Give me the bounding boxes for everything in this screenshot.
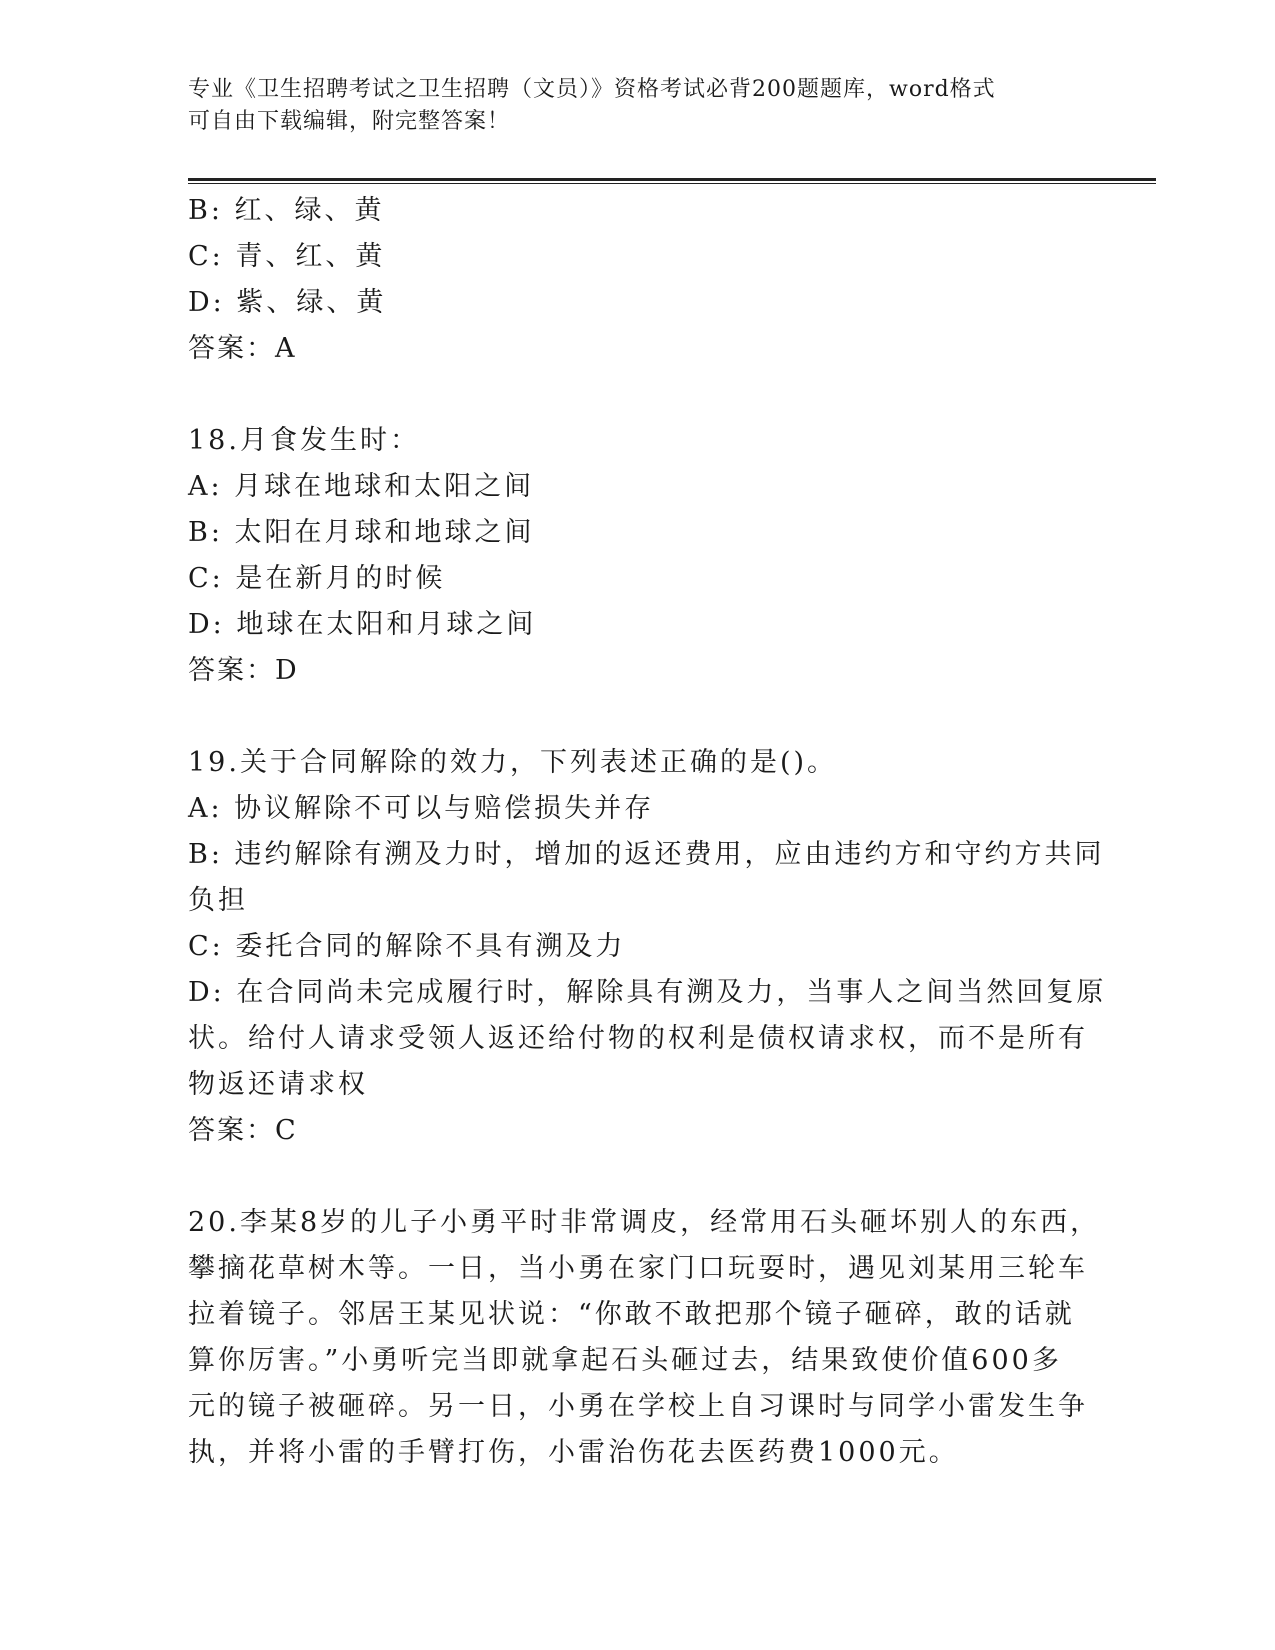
q18-option-a: A: 月球在地球和太阳之间 xyxy=(188,471,535,502)
q18-option-d: D: 地球在太阳和月球之间 xyxy=(188,609,537,640)
q19-option-c: C: 委托合同的解除不具有溯及力 xyxy=(188,931,626,962)
q17-option-c: C: 青、红、黄 xyxy=(188,241,386,272)
q19-option-b-line-2: 负担 xyxy=(188,885,248,916)
q19-answer: 答案：C xyxy=(188,1115,298,1146)
q19-option-d-line-2: 状。给付人请求受领人返还给付物的权利是债权请求权，而不是所有 xyxy=(188,1023,1088,1054)
q17-option-d: D: 紫、绿、黄 xyxy=(188,287,387,318)
q19-option-d-line-3: 物返还请求权 xyxy=(188,1069,368,1100)
q18-option-c: C: 是在新月的时候 xyxy=(188,563,446,594)
header-rule-thick xyxy=(188,178,1156,181)
q19-question: 19.关于合同解除的效力，下列表述正确的是()。 xyxy=(188,747,838,778)
header-line-1: 专业《卫生招聘考试之卫生招聘（文员）》资格考试必背200题题库，word格式 xyxy=(188,77,996,102)
q20-question-line-4: 算你厉害。”小勇听完当即就拿起石头砸过去，结果致使价值600多 xyxy=(188,1345,1062,1376)
q20-question-line-6: 执，并将小雷的手臂打伤，小雷治伤花去医药费1000元。 xyxy=(188,1437,959,1468)
q18-option-b: B: 太阳在月球和地球之间 xyxy=(188,517,535,548)
document-body xyxy=(188,188,1107,1476)
q20-question-line-2: 攀摘花草树木等。一日，当小勇在家门口玩耍时，遇见刘某用三轮车 xyxy=(188,1253,1088,1284)
q17-answer: 答案：A xyxy=(188,333,297,364)
q18-question: 18.月食发生时： xyxy=(188,425,420,456)
q18-answer: 答案：D xyxy=(188,655,299,686)
spacer xyxy=(188,372,1088,418)
document-header xyxy=(188,74,1088,138)
spacer xyxy=(188,694,1088,740)
header-line-2: 可自由下载编辑，附完整答案！ xyxy=(188,109,511,134)
q20-question-line-1: 20.李某8岁的儿子小勇平时非常调皮，经常用石头砸坏别人的东西， xyxy=(188,1207,1101,1238)
q20-question-line-5: 元的镜子被砸碎。另一日，小勇在学校上自习课时与同学小雷发生争 xyxy=(188,1391,1088,1422)
spacer xyxy=(188,1154,1088,1200)
q19-option-b-line-1: B: 违约解除有溯及力时，增加的返还费用，应由违约方和守约方共同 xyxy=(188,839,1105,870)
q20-question-line-3: 拉着镜子。邻居王某见状说：“你敢不敢把那个镜子砸碎，敢的话就 xyxy=(188,1299,1075,1330)
q19-option-a: A: 协议解除不可以与赔偿损失并存 xyxy=(188,793,655,824)
q19-option-d-line-1: D: 在合同尚未完成履行时，解除具有溯及力，当事人之间当然回复原 xyxy=(188,977,1107,1008)
header-rule-thin xyxy=(188,183,1156,184)
q17-option-b: B: 红、绿、黄 xyxy=(188,195,385,226)
